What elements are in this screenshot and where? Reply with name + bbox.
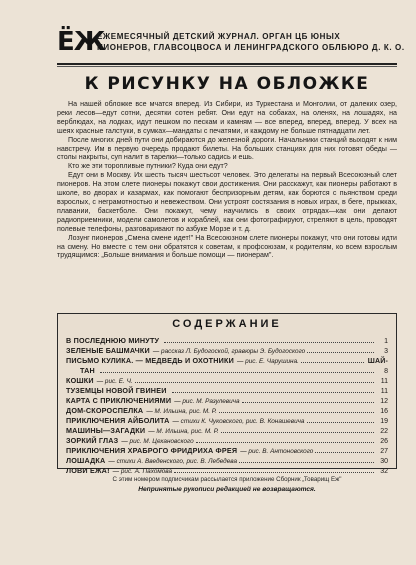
article-body [57,100,397,260]
toc-leader-dots [307,346,374,353]
toc-item-page: 22 [380,428,388,435]
table-of-contents [57,313,397,475]
toc-item-credit: — рассказ Л. Будогоской, гравюры Э. Будогоского [152,348,306,355]
toc-item[interactable] [66,376,388,386]
header-rule-thin [57,66,397,67]
toc-leader-dots [307,416,375,423]
toc-item-page: 11 [380,378,388,385]
toc-item[interactable] [66,416,388,426]
toc-item[interactable] [66,346,388,356]
toc-item-credit: — М. Ильина, рис. М. Р. [146,408,217,415]
magazine-logo: ЁЖ [57,27,105,57]
header-rule [57,63,397,65]
toc-item-credit: — рис. Е. Ч. [96,378,133,385]
toc-item-title: ЗОРКИЙ ГЛАЗ [66,436,119,445]
masthead-line-1: ЕЖЕМЕСЯЧНЫЙ ДЕТСКИЙ ЖУРНАЛ. ОРГАН ЦБ ЮНЫХ [97,32,341,41]
toc-item[interactable] [66,356,388,366]
toc-item-title: ЛОВИ ЕЖА! [66,466,110,475]
toc-item-title: ЛОШАДКА [66,456,106,465]
toc-item-credit: — рис. М. Разулевича [174,398,240,405]
toc-item-page: 1 [384,338,388,345]
toc-item[interactable] [66,406,388,416]
toc-leader-dots [315,446,374,453]
toc-leader-dots [196,436,374,443]
toc-item-title: КАРТА С ПРИКЛЮЧЕНИЯМИ [66,396,172,405]
toc-item-title: ПРИКЛЮЧЕНИЯ АЙБОЛИТА [66,416,170,425]
toc-item-credit: — стихи А. Введенского, рис. В. Лебедева [108,458,238,465]
toc-item[interactable] [66,386,388,396]
toc-item-credit: — М. Ильина, рис. М. Р. [148,428,219,435]
toc-item-credit: — рис. В. Антоновского [240,448,314,455]
toc-leader-dots [172,386,374,393]
toc-title: СОДЕРЖАНИЕ [172,318,282,330]
toc-item-page: 30 [380,458,388,465]
toc-item-page: 8 [384,368,388,375]
toc-leader-dots [100,366,374,373]
toc-leader-dots [221,426,374,433]
masthead-header [57,27,405,58]
toc-item-title: В ПОСЛЕДНЮЮ МИНУТУ [66,336,160,345]
toc-item-title: ТУЗЕМЦЫ НОВОЙ ГВИНЕИ [66,386,167,395]
article-paragraph: Лозунг пионеров „Смена смене идет!" На Всесоюзном слете пионеры покажут, что они готовы идти на смену. Но вместе с тем они обратятся к советам, к профсоюзам, к родителям, ко всем взрослым трудящимся: „Больше внимания и больше помощи — пионерам". [57,233,397,260]
toc-leader-dots [239,456,374,463]
article-paragraph: Едут они в Москву. Их шесть тысяч шестьсот человек. Это делегаты на первый Всесоюзный слет пионеров. На этом слете пионеры покажут свои достижения. Они расскажут, как пионеры работают в школе, во дворах и казармах, как помогают беспризорным детям, как борются с пьянством среди взрослых, с неграмотностью и невежеством. Они устроят состязания в новых играх, в беге, прыжках, плавании, баскетболе. Они покажут, чему научились в своих отрядах—как они делают радиоприемники, модели самолетов и кораблей, как они фотографируют, стреляют в цель, проводят полевые телефоны, разговаривают по азбуке Морзе и т. д. [57,171,397,233]
toc-item[interactable] [66,336,388,346]
toc-item-credit: — рис. А. Пахомова [112,468,173,475]
toc-item[interactable] [66,366,388,376]
toc-item-page: 19 [380,418,388,425]
toc-leader-dots [301,356,364,363]
toc-item-credit: — стихи К. Чуковского, рис. В. Конашевича [172,418,305,425]
toc-item[interactable] [66,466,388,476]
toc-item-page: 16 [380,408,388,415]
toc-item[interactable] [66,456,388,466]
article-paragraph: На нашей обложке все мчатся вперед. Из Сибири, из Туркестана и Монголии, от далеких озер, реки лесов—едут сотни, десятки сотен ребят. Они едут на собаках, на оленях, на лошадях, на верблюдах, на лодках, идут пешком по пескам и камням — все вперед, вперед, вперед. У всех на шеях красные галстуки, в сумках—мандаты с печатями, и каждому не больше пятнадцати лет. [57,100,397,135]
toc-item-title: ПРИКЛЮЧЕНИЯ ХРАБРОГО ФРИДРИХА ФРЕЯ [66,446,238,455]
toc-leader-dots [164,336,374,343]
toc-item[interactable] [66,426,388,436]
toc-leader-dots [219,406,374,413]
toc-item[interactable] [66,396,388,406]
toc-item[interactable] [66,436,388,446]
article-paragraph: После многих дней пути они добираются до железной дороги. Начальники станций выходят к ним навстречу. Им в первую очередь продают билеты. На больших станциях для них готовят обеды — столы накрыты, суп налит в тарелки—только садись и ешь. [57,135,397,162]
toc-item-page: 27 [380,448,388,455]
toc-leader-dots [135,376,374,383]
toc-item-page: ШАЙ- [367,358,388,365]
toc-item[interactable] [66,446,388,456]
toc-item-page: 26 [380,438,388,445]
toc-leader-dots [242,396,374,403]
toc-item-page: 12 [380,398,388,405]
toc-list [66,336,388,476]
toc-leader-dots [174,466,374,473]
toc-item-credit: — рис. М. Цехановского [121,438,194,445]
supplement-note: С этим номером подписчикам рассылается приложение Сборник „Товарищ Еж" [112,476,342,483]
toc-item-page: 32 [380,468,388,475]
toc-item-title: МАШИНЫ—ЗАГАДКИ [66,426,146,435]
toc-item-title: ЗЕЛЕНЫЕ БАШМАЧКИ [66,346,150,355]
toc-item-title: ПИСЬМО КУЛИКА. — МЕДВЕДЬ И ОХОТНИКИ [66,356,234,365]
masthead-line-2: ПИОНЕРОВ, ГЛАВСОЦВОСА И ЛЕНИНГРАДСКОГО ОБЛБЮРО Д. К. О. [97,43,405,52]
toc-item-page: 11 [380,388,388,395]
toc-item-credit: — рис. Е. Чарушина. [236,358,299,365]
masthead-text [97,31,405,53]
article-paragraph: Кто же эти торопливые путники? Куда они едут? [68,162,228,171]
manuscripts-disclaimer: Непринятые рукописи редакцией не возвращаются. [138,486,316,493]
toc-item-title: КОШКИ [66,376,94,385]
toc-item-page: 3 [384,348,388,355]
toc-item-title: ДОМ-СКОРОСПЕЛКА [66,406,144,415]
toc-item-title: ТАН [80,366,95,375]
article-title: К РИСУНКУ НА ОБЛОЖКЕ [84,74,370,94]
